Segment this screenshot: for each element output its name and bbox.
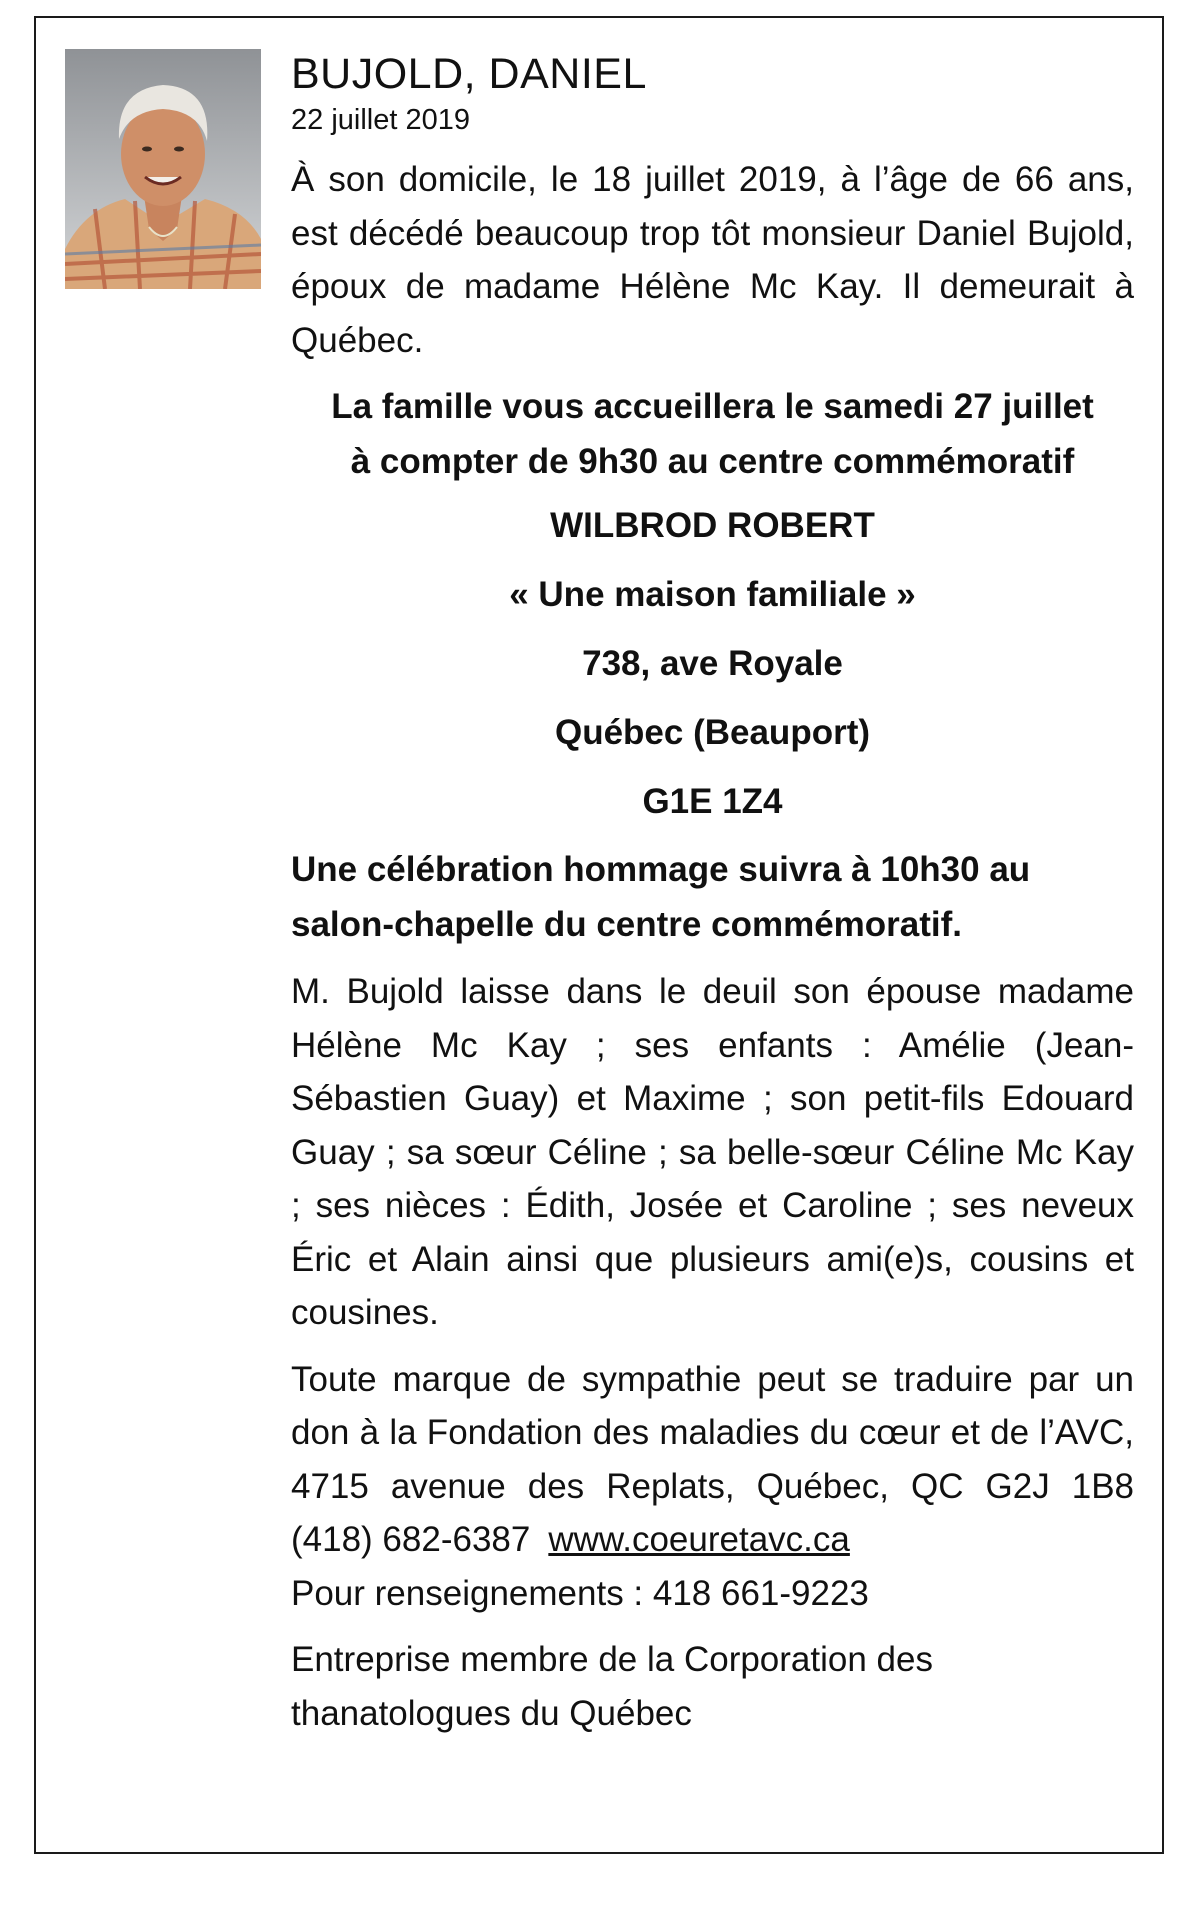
company-name: WILBROD ROBERT bbox=[550, 506, 875, 545]
celebration-notice: Une célébration hommage suivra à 10h30 au salon-chapelle du centre commémoratif. bbox=[291, 850, 1031, 944]
publication-date: 22 juillet 2019 bbox=[291, 104, 470, 136]
portrait-photo bbox=[65, 49, 261, 289]
company-tagline: « Une maison familiale » bbox=[509, 575, 916, 614]
donation-text: Toute marque de sympathie peut se traduire par un don à la Fondation des maladies du cœur et de l’AVC, 4715 avenue des Replats, Québec, QC G2J 1B8 (418) 682-6387 bbox=[291, 1359, 1134, 1559]
address-block bbox=[291, 491, 1134, 836]
portrait-image bbox=[65, 49, 261, 289]
membership-line-2: thanatologues du Québec bbox=[291, 1693, 692, 1733]
visitation-line-2: à compter de 9h30 au centre commémoratif bbox=[350, 442, 1075, 481]
obituary-content bbox=[291, 48, 1134, 1740]
donation-paragraph bbox=[291, 1353, 1134, 1567]
postal-code: G1E 1Z4 bbox=[642, 782, 783, 821]
membership-line-1: Entreprise membre de la Corporation des bbox=[291, 1640, 933, 1679]
visitation-block bbox=[291, 379, 1134, 489]
intro-paragraph: À son domicile, le 18 juillet 2019, à l’âge de 66 ans, est décédé beaucoup trop tôt monsieur Daniel Bujold, époux de madame Hélène Mc Kay. Il demeurait à Québec. bbox=[291, 160, 1134, 360]
visitation-line-1: La famille vous accueillera le samedi 27 juillet bbox=[331, 387, 1094, 426]
info-line: Pour renseignements : 418 661-9223 bbox=[291, 1573, 869, 1613]
deceased-name: BUJOLD, DANIEL bbox=[291, 50, 647, 98]
membership-block bbox=[291, 1633, 1134, 1740]
donation-link[interactable]: www.coeuretavc.ca bbox=[548, 1520, 850, 1559]
street-address: 738, ave Royale bbox=[582, 644, 843, 683]
survivors-paragraph: M. Bujold laisse dans le deuil son épouse madame Hélène Mc Kay ; ses enfants : Amélie (Jean-Sébastien Guay) et Maxime ; son petit-fils Edouard Guay ; sa sœur Céline ; sa belle-sœur Céline Mc Kay ; ses nièces : Édith, Josée et Caroline ; ses neveux Éric et Alain ainsi que plusieurs ami(e)s, cousins et cousines. bbox=[291, 972, 1134, 1332]
city: Québec (Beauport) bbox=[554, 713, 871, 752]
